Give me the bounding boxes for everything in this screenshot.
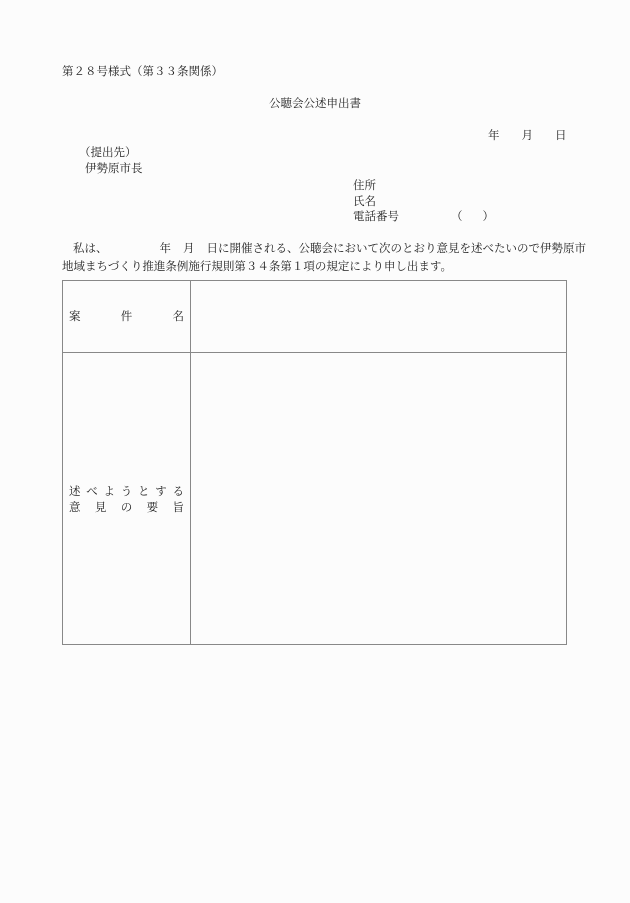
label-char: 案 (69, 309, 81, 323)
table-row-opinion-summary (63, 353, 566, 644)
statement-line-1 (73, 243, 586, 255)
date-line (488, 130, 567, 142)
label-char: と (138, 484, 150, 498)
statement-rest: 日に開催される、公聴会において次のとおり意見を述べたいので伊勢原市 (206, 241, 586, 255)
table-row-case-name (63, 281, 566, 353)
label-char: す (155, 484, 167, 498)
opinion-summary-label-cell (63, 353, 191, 644)
label-char: 見 (94, 500, 107, 514)
phone-row (353, 211, 494, 223)
statement-prefix: 私は、 (73, 241, 108, 255)
label-char: る (172, 484, 184, 498)
opinion-summary-label-line-1 (69, 486, 184, 498)
application-table (62, 280, 567, 645)
recipient-label: （提出先） (79, 145, 137, 159)
label-char: 述 (69, 484, 81, 498)
phone-area-open-paren: （ (451, 209, 463, 223)
name-label: 氏名 (353, 194, 376, 208)
statement-line-2: 地域まちづくり推進条例施行規則第３４条第１項の規定により申し出ます。 (62, 259, 452, 273)
case-name-label-cell (63, 281, 191, 352)
statement-year: 年 (159, 241, 171, 255)
phone-label: 電話番号 (353, 209, 399, 223)
label-char: 件 (120, 309, 133, 323)
label-char: の (120, 500, 133, 514)
case-name-label (69, 311, 184, 323)
date-month-label: 月 (521, 128, 533, 142)
opinion-summary-input[interactable] (191, 353, 566, 644)
date-year-label: 年 (488, 128, 500, 142)
phone-area-close-paren: ） (482, 209, 494, 223)
date-day-label: 日 (555, 128, 567, 142)
label-char: 意 (69, 500, 81, 514)
label-char: う (120, 484, 133, 498)
case-name-input[interactable] (191, 281, 566, 352)
label-char: よ (103, 484, 115, 498)
document-title: 公聴会公述申出書 (269, 96, 361, 110)
label-char: 旨 (172, 500, 184, 514)
statement-month: 月 (183, 241, 195, 255)
opinion-summary-label-line-2 (69, 502, 184, 514)
address-label: 住所 (353, 178, 376, 192)
form-number: 第２８号様式（第３３条関係） (62, 64, 223, 78)
label-char: 名 (172, 309, 184, 323)
label-char: 要 (146, 500, 159, 514)
label-char: べ (86, 484, 98, 498)
recipient-name: 伊勢原市長 (85, 161, 143, 175)
